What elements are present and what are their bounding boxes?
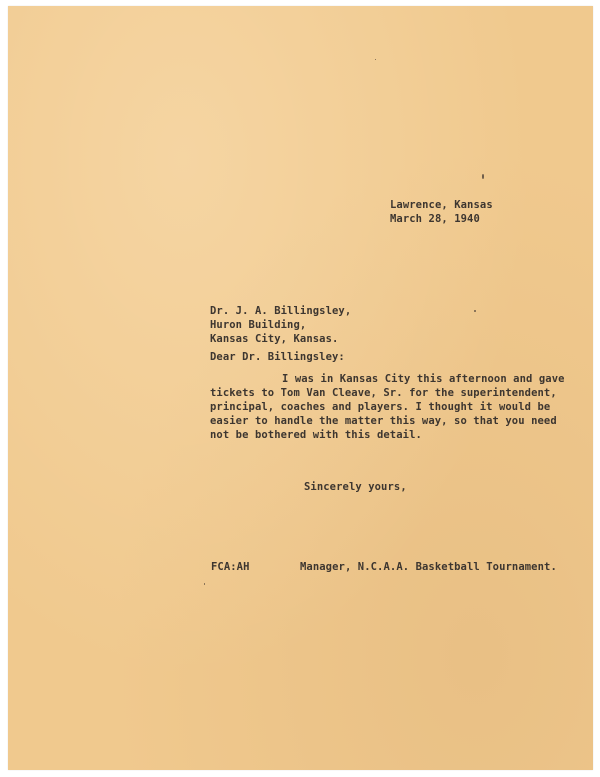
body-line: not be bothered with this detail.	[210, 429, 422, 441]
recipient-building: Huron Building,	[210, 319, 307, 331]
paper-speck	[474, 310, 476, 312]
recipient-city: Kansas City, Kansas.	[210, 333, 339, 345]
paper-speck	[204, 583, 205, 585]
dateline-date: March 28, 1940	[390, 213, 480, 225]
body-line: principal, coaches and players. I thought it would be	[210, 401, 551, 413]
letter-body	[210, 372, 565, 442]
dateline-place: Lawrence, Kansas	[390, 199, 493, 211]
reference-initials: FCA:AH	[211, 561, 250, 573]
body-line: easier to handle the matter this way, so that you need	[210, 415, 557, 427]
salutation: Dear Dr. Billingsley:	[210, 351, 345, 363]
paper-speck	[482, 174, 484, 179]
recipient-name: Dr. J. A. Billingsley,	[210, 305, 352, 317]
signature-title: Manager, N.C.A.A. Basketball Tournament.	[300, 561, 557, 573]
letter-page	[8, 6, 593, 770]
body-line: I was in Kansas City this afternoon and gave	[282, 373, 565, 385]
dateline	[390, 198, 493, 226]
body-line: tickets to Tom Van Cleave, Sr. for the superintendent,	[210, 387, 557, 399]
recipient-address	[210, 304, 351, 346]
paper-speck	[375, 59, 376, 60]
closing: Sincerely yours,	[304, 481, 407, 493]
